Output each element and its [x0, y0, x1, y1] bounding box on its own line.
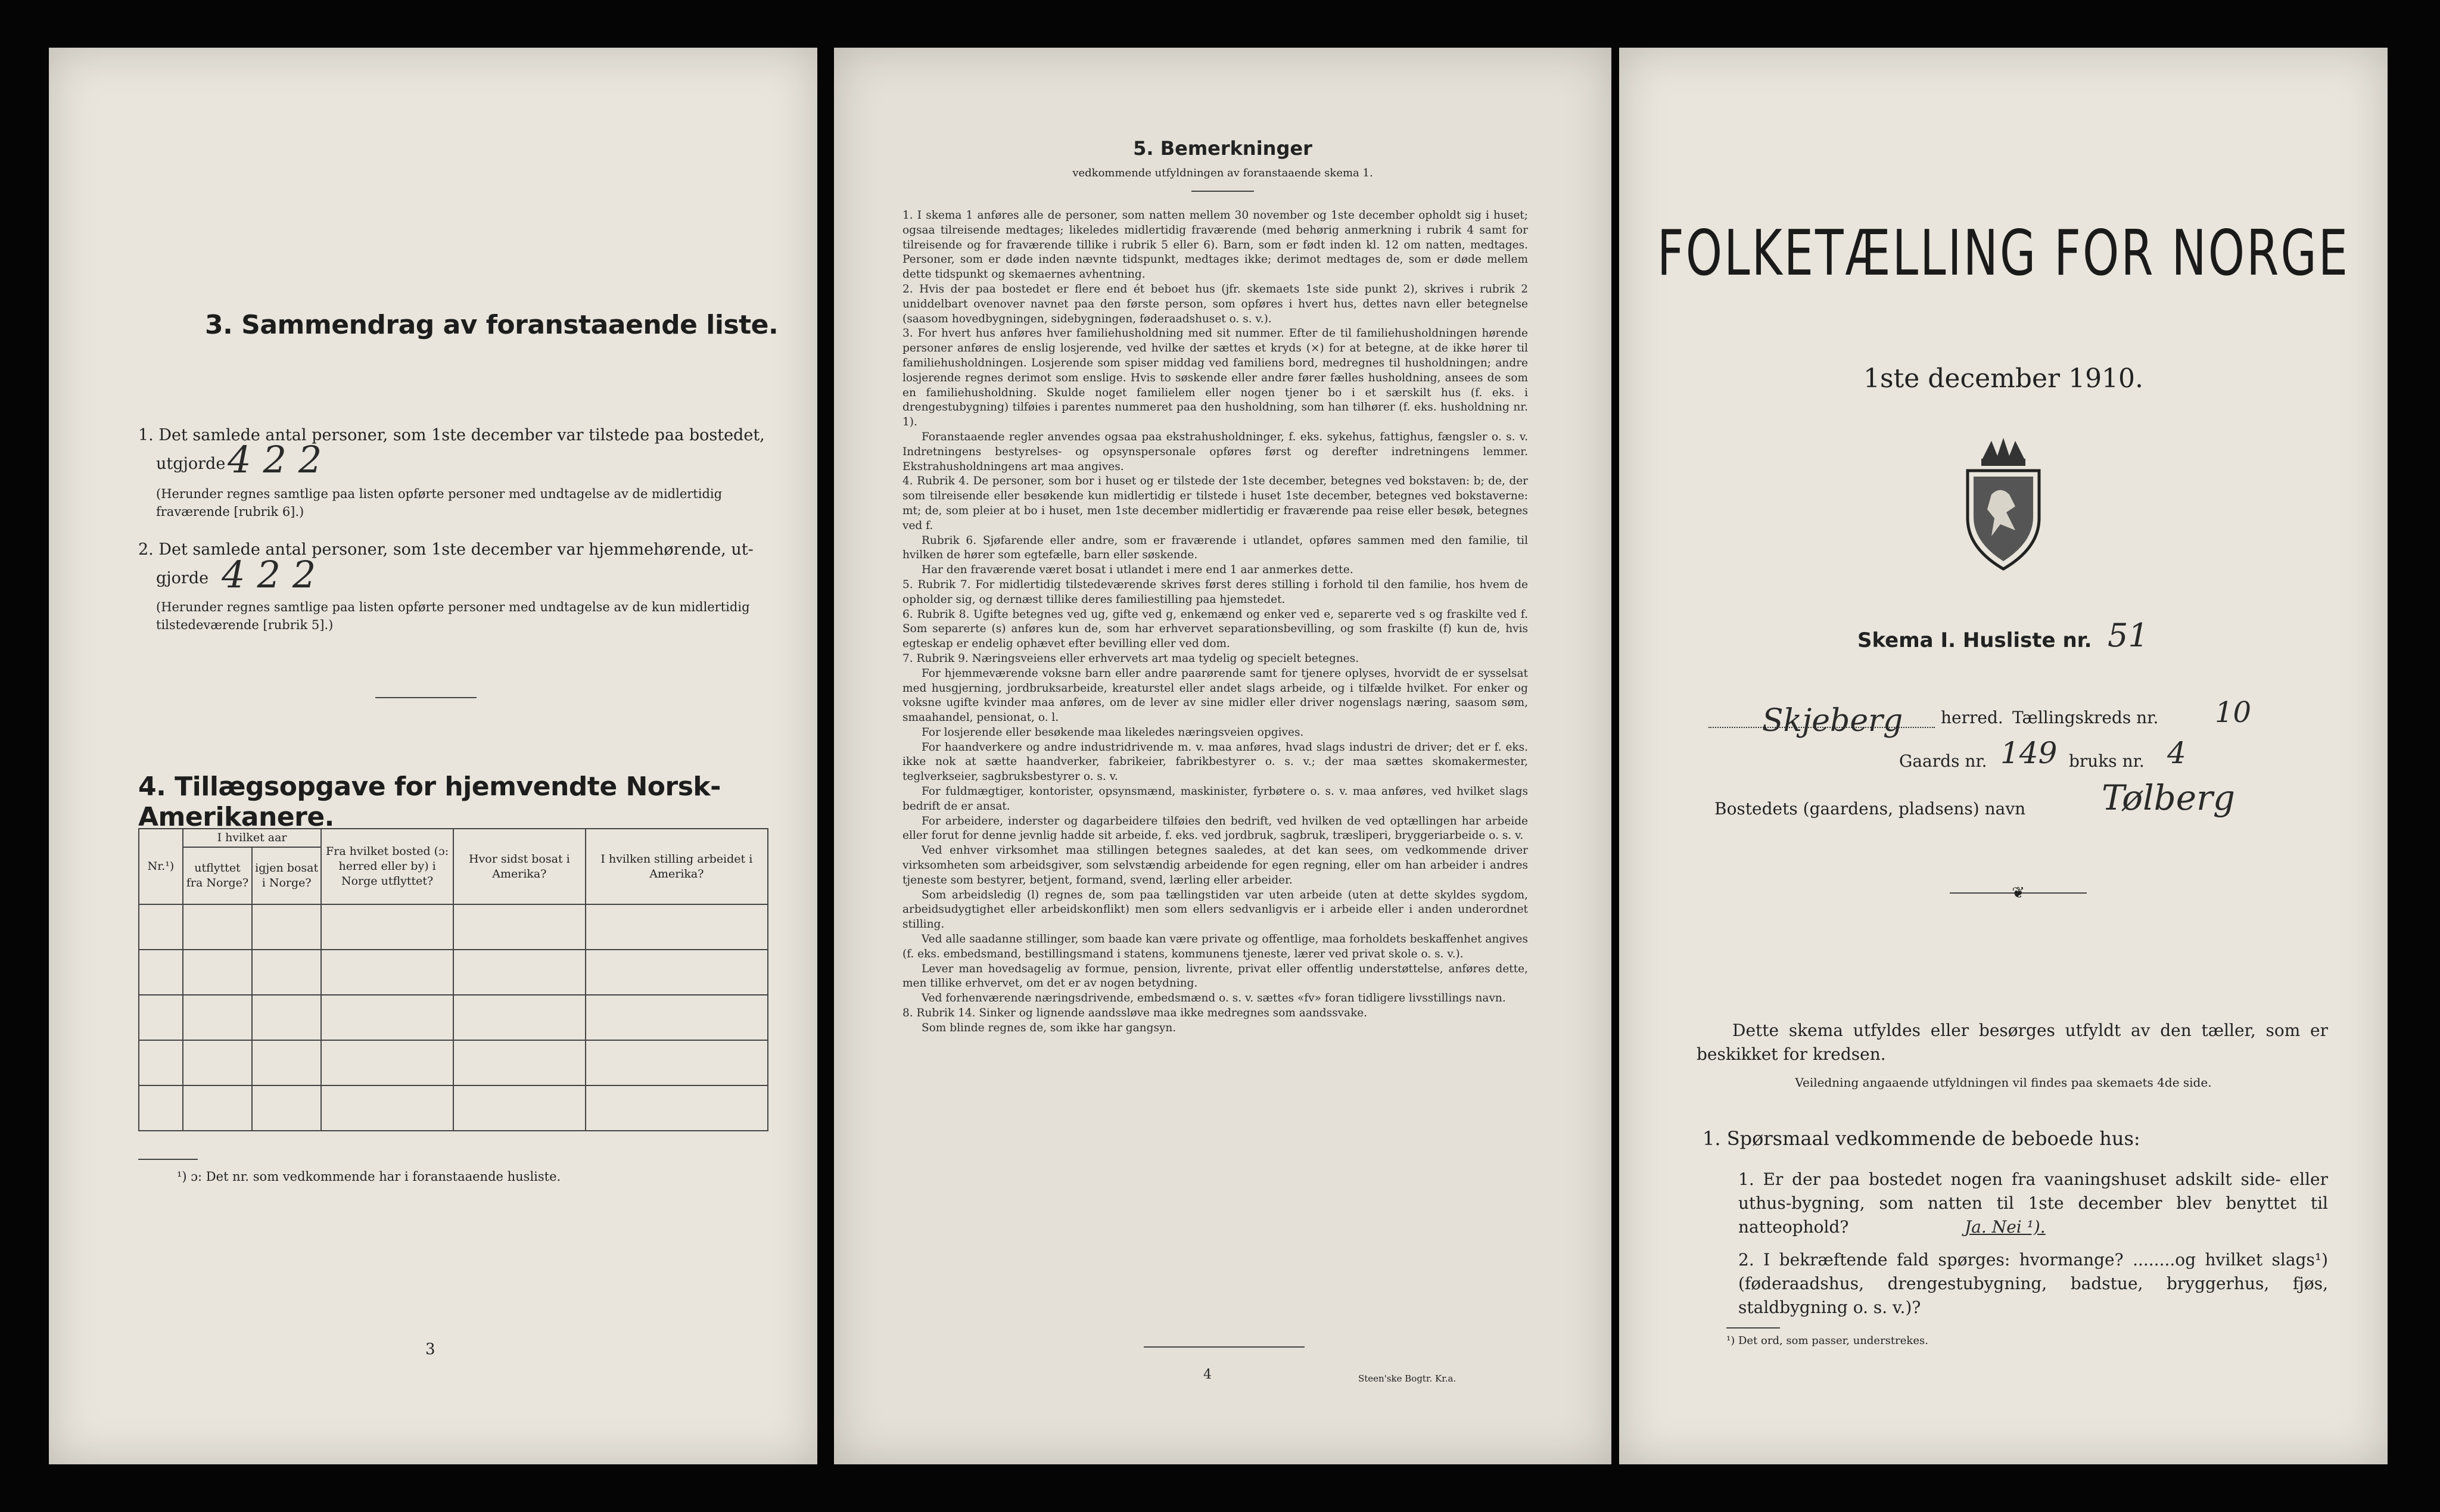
remark-paragraph: For losjerende eller besøkende maa likeledes næringsveien opgives. [922, 726, 1304, 739]
remark-paragraph: For hjemmeværende voksne barn eller andre paarørende samt for tjenere oplyses, hvorvidt de er sysselsat med husgjerning, jordbruksarbeide, kreaturstel eller andet slags arbeide, og i tilfælde hvilket. For enker og voksne ugifte kvinder maa anføres, om de lever av sine midler eller driver nogenslags næring, saasom søm, smaahandel, pensionat, o. l. [902, 667, 1528, 724]
table-cell [586, 950, 768, 995]
page-number: 3 [425, 1340, 435, 1358]
bruks-value: 4 [2167, 736, 2186, 770]
col-igjen: igjen bosat i Norge? [252, 847, 321, 904]
table-cell [183, 995, 252, 1040]
table-row [139, 995, 768, 1040]
table-cell [252, 995, 321, 1040]
remark-paragraph: 5. Rubrik 7. For midlertidig tilstedeværende skrives først deres stilling i forhold til den familie, hos hvem de opholder sig, og dernæst tillike deres familiestilling paa hjemstedet. [902, 578, 1528, 606]
table-cell [252, 950, 321, 995]
col-utflyttet: utflyttet fra Norge? [183, 847, 252, 904]
item-1-text: 1. Det samlede antal personer, som 1ste december var tilstede paa bostedet, [138, 426, 765, 444]
table-cell [586, 995, 768, 1040]
table-cell [453, 904, 586, 950]
remarks-list [902, 209, 1528, 1036]
page-3 [49, 48, 817, 1464]
ornament-icon: ❦ [2012, 884, 2025, 902]
norwegian-lion-crest-icon [1959, 435, 2048, 572]
bosted-value: Tølberg [2102, 777, 2235, 818]
table-cell [183, 1040, 252, 1085]
table-cell [586, 1040, 768, 1085]
skema-label: Skema I. Husliste nr. [1857, 629, 2092, 652]
table-row [139, 1085, 768, 1131]
page-1-cover [1619, 48, 2388, 1464]
question-1-answer: Ja. Nei ¹). [1965, 1217, 2046, 1237]
questions-header: 1. Spørsmaal vedkommende de beboede hus: [1703, 1127, 2140, 1150]
item-2-value: 422 [222, 553, 328, 596]
table-cell [321, 1040, 453, 1085]
table-cell [586, 904, 768, 950]
remark-paragraph: Ved enhver virksomhet maa stillingen betegnes saaledes, at det kan sees, om vedkommende driver virksomheten som arbeidsgiver, som selvstændig arbeidende for egen regning, eller om han arbeider i andres tjeneste som bestyrer, betjent, formand, svend, lærling eller arbeider. [902, 844, 1528, 886]
remark-paragraph: 4. Rubrik 4. De personer, som bor i huset og er tilstede der 1ste december, betegnes ved bokstaven: b; de, der som tilreisende eller besøkende kun midlertidig er tilstede i huset 1ste december, betegnes ved bokstaverne: mt; de, som pleier at bo i huset, men 1ste december midlertidig er fraværende paa reise eller besøk, betegnes ved f. [902, 475, 1528, 532]
table-cell [139, 995, 183, 1040]
table-cell [252, 904, 321, 950]
herred-value: Skjeberg [1762, 703, 1903, 739]
norsk-amerikanere-table [138, 828, 768, 1131]
item-1-note: (Herunder regnes samtlige paa listen opførte personer med undtagelse av de midlertidig fraværende [rubrik 6].) [156, 487, 723, 519]
bottom-rule [1144, 1346, 1305, 1348]
remark-paragraph: Foranstaaende regler anvendes ogsaa paa ekstrahusholdninger, f. eks. sykehus, fattighus, fængsler o. s. v. Indretningens bestyrelses- og opsynspersonale opføres først og derefter indretningens lemmer. Ekstrahusholdningens art maa angives. [902, 430, 1528, 473]
table-cell [139, 1085, 183, 1131]
remark-paragraph: Som arbeidsledig (l) regnes de, som paa tællingstiden var uten arbeide (uten at dette skyldes sygdom, arbeidsudygtighet eller arbeidskonflikt) men som ellers sedvanligvis er i arbeide eller i anden underordnet stilling. [902, 888, 1528, 931]
remark-paragraph: For haandverkere og andre industridrivende m. v. maa anføres, hvad slags industri de driver; det er f. eks. ikke nok at sætte haandverker, fabrikeier, fabrikbestyrer o. s. v.; der maa sættes skomakermester, teglverkseier, sagbruksbestyrer o. s. v. [902, 741, 1528, 783]
table-cell [321, 904, 453, 950]
item-1-prefix: utgjorde [156, 455, 226, 473]
table-cell [453, 995, 586, 1040]
table-row [139, 904, 768, 950]
remarks-title: 5. Bemerkninger [1133, 137, 1312, 160]
bruks-label: bruks nr. [2069, 751, 2145, 771]
remark-paragraph: 3. For hvert hus anføres hver familiehusholdning med sit nummer. Efter de til familiehusholdningen hørende personer anføres de enslig losjerende, ved hvilke der sættes et kryds (×) for at betegne, at de ikke hører til familiehusholdningen. Losjerende som spiser middag ved familiens bord, medregnes til husholdningen; andre losjerende regnes derimot som enslige. Hvis to søskende eller andre fører fælles husholdning, ansees de som en familiehusholdning. Skulde noget familielem eller nogen tjener bo i et særskilt hus (f. eks. i drengestubygning) tilføies i parentes nummeret paa den husholdning, som han tilhører (f. eks. husholdning nr. 1). [902, 327, 1528, 429]
table-cell [321, 1085, 453, 1131]
husliste-nr: 51 [2108, 617, 2149, 654]
table-row [139, 950, 768, 995]
kreds-value: 10 [2215, 696, 2252, 729]
table-cell [586, 1085, 768, 1131]
remark-paragraph: Som blinde regnes de, som ikke har gangsyn. [922, 1021, 1177, 1034]
table-cell [252, 1040, 321, 1085]
remark-paragraph: 1. I skema 1 anføres alle de personer, som natten mellem 30 november og 1ste december opholdt sig i huset; ogsaa tilreisende medtages; likeledes midlertidig fraværende (med behørig anmerkning i rubrik 4 samt for tilreisende og for fraværende tillike i rubrik 5 eller 6). Barn, som er født inden kl. 12 om natten, medtages. Personer, som er døde inden nævnte tidspunkt, medtages ikke; derimot medtages de, som er døde mellem dette tidspunkt og skemaernes avhentning. [902, 209, 1528, 281]
bosted-label: Bostedets (gaardens, pladsens) navn [1714, 799, 2026, 819]
table-cell [183, 1085, 252, 1131]
remark-paragraph: For fuldmægtiger, kontorister, opsynsmænd, maskinister, fyrbøtere o. s. v. maa anføres, ved hvilket slags bedrift de er ansat. [902, 785, 1528, 813]
table-row [139, 1040, 768, 1085]
remark-paragraph: Rubrik 6. Sjøfarende eller andre, som er fraværende i utlandet, opføres sammen med den familie, til hvilken de hører som egtefælle, barn eller søskende. [902, 534, 1528, 562]
herred-label: herred. [1941, 708, 2003, 727]
col-stilling: I hvilken stilling arbeidet i Amerika? [586, 829, 768, 904]
intro-small: Veiledning angaaende utfyldningen vil findes paa skemaets 4de side. [1795, 1075, 2212, 1090]
col-nr: Nr.¹) [139, 829, 183, 904]
table-cell [453, 1085, 586, 1131]
question-1: 1. Er der paa bostedet nogen fra vaaningshuset adskilt side- eller uthus-bygning, som natten til 1ste december blev benyttet til natteophold? [1738, 1169, 2328, 1237]
item-2-prefix: gjorde [156, 569, 209, 587]
col-hvor-bosat: Hvor sidst bosat i Amerika? [453, 829, 586, 904]
remark-paragraph: 2. Hvis der paa bostedet er flere end ét beboet hus (jfr. skemaets 1ste side punkt 2), skrives i rubrik 2 uniddelbart ovenover navnet paa den første person, som opføres i hvert hus, dettes navn eller betegnelse (saasom hovedbygningen, sidebygningen, føderaadshuset o. s. v.). [902, 282, 1528, 325]
col-fra-bosted: Fra hvilket bosted (ɔ: herred eller by) i Norge utflyttet? [321, 829, 453, 904]
form-date: 1ste december 1910. [1863, 363, 2144, 394]
section-4-title: 4. Tillægsopgave for hjemvendte Norsk-Amerikanere. [138, 771, 721, 832]
remark-paragraph: 6. Rubrik 8. Ugifte betegnes ved ug, gifte ved g, enkemænd og enker ved e, separerte ved s og fraskilte ved f. Som separerte (s) anføres kun de, som har erhvervet separationsbevilling, og som fraskilte (f) kun de, hvis egteskap er endelig ophævet efter bevilling eller ved dom. [902, 608, 1528, 651]
remark-paragraph: 8. Rubrik 14. Sinker og lignende aandssløve maa ikke medregnes som aandssvake. [902, 1007, 1368, 1020]
remark-paragraph: Ved alle saadanne stillinger, som baade kan være private og offentlige, maa forholdets beskaffenhet angives (f. eks. embedsmand, bestillingsmand i statens, kommunens tjeneste, lærer ved privat skole o. s. v.). [902, 933, 1528, 960]
intro-text: Dette skema utfyldes eller besørges utfyldt av den tæller, som er beskikket for kredsen. [1697, 1021, 2328, 1064]
page-4 [834, 48, 1611, 1464]
table-cell [183, 950, 252, 995]
table-cell [453, 950, 586, 995]
printer-note: Steen'ske Bogtr. Kr.a. [1358, 1373, 1456, 1384]
footnote-rule [1726, 1327, 1780, 1329]
remark-paragraph: Lever man hovedsagelig av formue, pension, livrente, privat eller offentlig understøttelse, anføres dette, men tillike erhvervet, om det er av nogen betydning. [902, 962, 1528, 990]
question-2: 2. I bekræftende fald spørges: hvormange? ........og hvilket slags¹) (føderaadshus, drengestubygning, badstue, bryggerhus, fjøs, staldbygning o. s. v.)? [1738, 1250, 2328, 1317]
gaards-label: Gaards nr. [1899, 751, 1987, 771]
section-3-title: 3. Sammendrag av foranstaaende liste. [205, 310, 779, 340]
item-2-text: 2. Det samlede antal personer, som 1ste december var hjemmehørende, ut- [138, 540, 754, 559]
gaards-value: 149 [2000, 736, 2058, 770]
divider [375, 697, 477, 698]
page-number: 4 [1203, 1367, 1212, 1382]
right-footnote: ¹) Det ord, som passer, understrekes. [1726, 1334, 1928, 1347]
table-cell [453, 1040, 586, 1085]
remark-paragraph: For arbeidere, inderster og dagarbeidere tilføies den bedrift, ved hvilken de ved optællingen har arbeide eller forut for denne jevnlig hadde sit arbeide, f. eks. ved jordbruk, sagbruk, træsliperi, bryggeriarbeide o. s. v. [902, 814, 1528, 842]
table-cell [321, 950, 453, 995]
table-cell [252, 1085, 321, 1131]
remark-paragraph: Har den fraværende været bosat i utlandet i mere end 1 aar anmerkes dette. [922, 564, 1353, 577]
remarks-subtitle: vedkommende utfyldningen av foranstaaende skema 1. [1072, 167, 1373, 179]
col-group-aar: I hvilket aar [183, 829, 321, 847]
title-rule [1191, 191, 1254, 192]
remark-paragraph: Ved forhenværende næringsdrivende, embedsmænd o. s. v. sættes «fv» foran tidligere livsstillings navn. [922, 992, 1506, 1005]
table-cell [183, 904, 252, 950]
kreds-label: Tællingskreds nr. [2012, 708, 2159, 727]
table-cell [139, 1040, 183, 1085]
table-cell [139, 950, 183, 995]
item-2-note: (Herunder regnes samtlige paa listen opførte personer med undtagelse av de kun midlertidig tilstedeværende [rubrik 5].) [156, 600, 750, 632]
form-title: FOLKETÆLLING FOR NORGE [1657, 217, 2350, 290]
left-footnote: ¹) ɔ: Det nr. som vedkommende har i foranstaaende husliste. [177, 1169, 561, 1184]
table-cell [139, 904, 183, 950]
table-cell [321, 995, 453, 1040]
remark-paragraph: 7. Rubrik 9. Næringsveiens eller erhvervets art maa tydelig og specielt betegnes. [902, 652, 1359, 665]
footnote-rule [138, 1159, 198, 1160]
item-1-value: 422 [228, 438, 334, 481]
